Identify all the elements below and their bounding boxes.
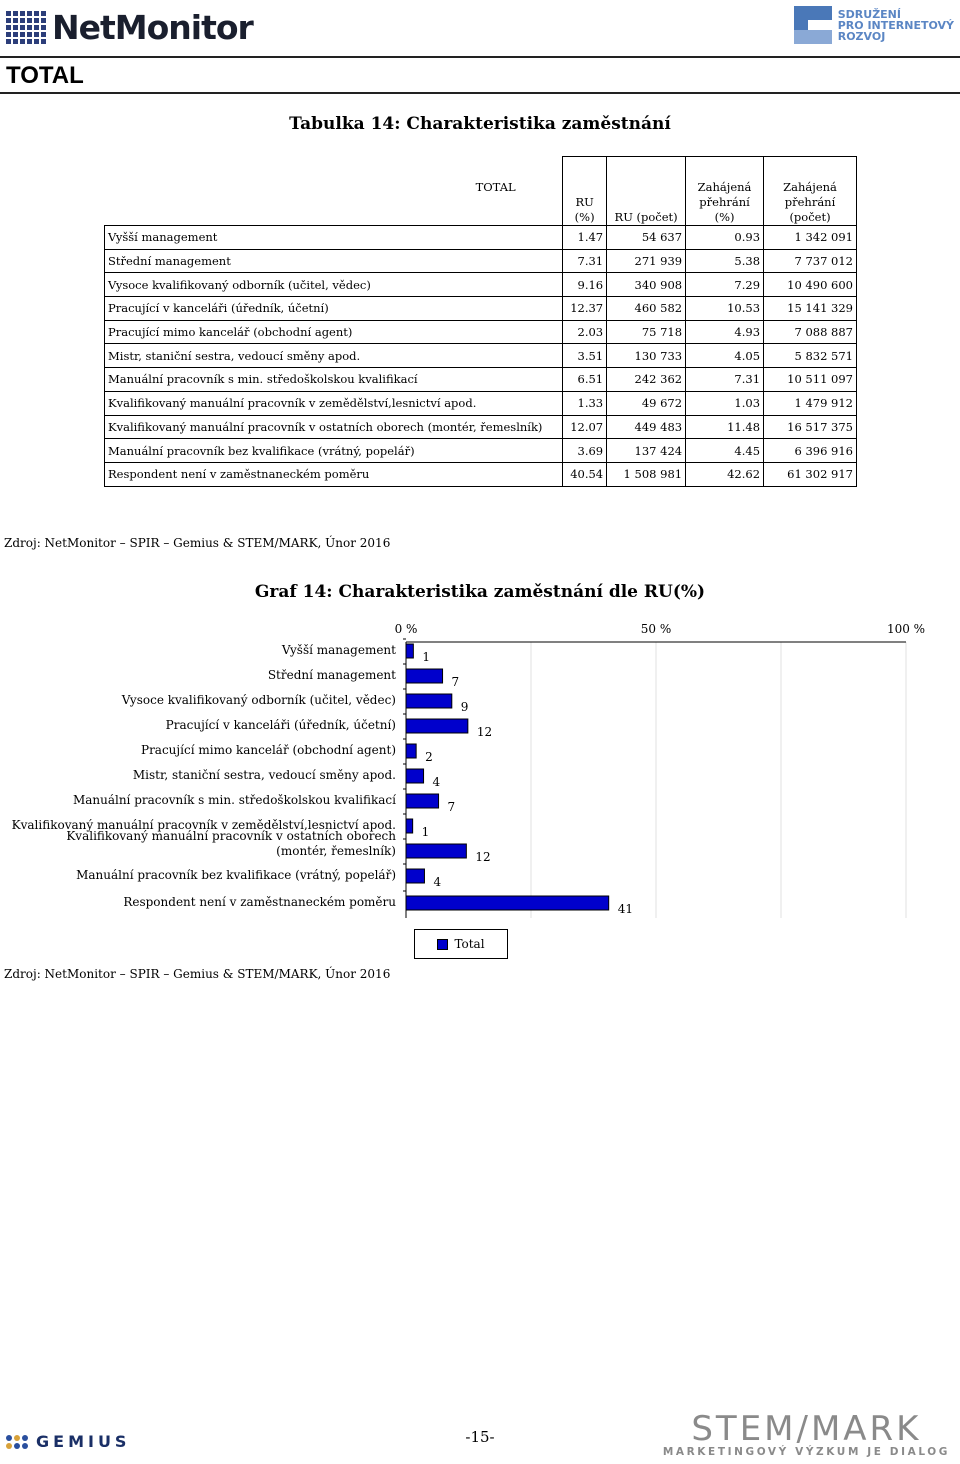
y-category-label: Střední management — [267, 668, 396, 682]
employment-table — [104, 156, 857, 487]
page-number: -15- — [465, 1428, 495, 1446]
table-row — [105, 273, 857, 297]
cell-zp-cnt: 16 517 375 — [764, 415, 857, 439]
cell-zp-cnt: 1 342 091 — [764, 226, 857, 250]
row-label: Vysoce kvalifikovaný odborník (učitel, vědec) — [105, 273, 563, 297]
table-caption: Tabulka 14: Charakteristika zaměstnání — [289, 114, 671, 134]
gemius-logo-text: GEMIUS — [36, 1432, 131, 1451]
bar-value-label: 1 — [421, 825, 430, 839]
stem-mark-logo — [662, 1409, 950, 1458]
row-label: Mistr, staniční sestra, vedoucí směny apod. — [105, 344, 563, 368]
cell-zp-cnt: 61 302 917 — [764, 462, 857, 486]
x-tick-label: 0 % — [394, 622, 418, 636]
y-category-label: Vysoce kvalifikovaný odborník (učitel, vědec) — [121, 693, 396, 707]
cell-zp-pct: 7.29 — [686, 273, 764, 297]
cell-zp-cnt: 5 832 571 — [764, 344, 857, 368]
cell-ru-pct: 1.33 — [563, 391, 607, 415]
header-ru-cnt: RU (počet) — [607, 157, 686, 226]
netmonitor-logo — [6, 4, 253, 50]
cell-ru-pct: 12.07 — [563, 415, 607, 439]
bar — [406, 869, 424, 883]
row-label: Manuální pracovník s min. středoškolskou kvalifikací — [105, 368, 563, 392]
y-category-label: Manuální pracovník bez kvalifikace (vrátný, popelář) — [76, 868, 396, 882]
cell-zp-pct: 11.48 — [686, 415, 764, 439]
header-ru-pct — [475, 157, 607, 226]
title-rule — [0, 92, 960, 94]
cell-zp-pct: 7.31 — [686, 368, 764, 392]
bar — [406, 844, 466, 858]
cell-zp-cnt: 6 396 916 — [764, 439, 857, 463]
cell-zp-pct: 4.05 — [686, 344, 764, 368]
bar-value-label: 4 — [432, 775, 441, 789]
y-category-label: Vyšší management — [281, 643, 396, 657]
spir-logo — [794, 6, 954, 44]
bar-value-label: 1 — [422, 650, 430, 664]
netmonitor-logo-icon — [6, 11, 46, 44]
bar-value-label: 12 — [475, 850, 491, 864]
cell-zp-pct: 1.03 — [686, 391, 764, 415]
table-row — [105, 344, 857, 368]
legend-label: Total — [454, 937, 485, 951]
bar — [406, 744, 416, 758]
y-category-label: Pracující mimo kancelář (obchodní agent) — [141, 743, 396, 757]
bar — [406, 694, 452, 708]
row-label: Kvalifikovaný manuální pracovník v zemědělství,lesnictví apod. — [105, 391, 563, 415]
cell-zp-cnt: 10 511 097 — [764, 368, 857, 392]
y-category-label: Mistr, staniční sestra, vedoucí směny apod. — [132, 768, 396, 782]
row-label: Kvalifikovaný manuální pracovník v ostatních oborech (montér, řemeslník) — [105, 415, 563, 439]
cell-ru-cnt: 340 908 — [607, 273, 686, 297]
cell-ru-cnt: 460 582 — [607, 297, 686, 321]
bar — [406, 769, 424, 783]
cell-zp-pct: 10.53 — [686, 297, 764, 321]
cell-ru-cnt: 75 718 — [607, 320, 686, 344]
y-category-label: Pracující v kanceláři (úředník, účetní) — [165, 718, 396, 732]
y-category-label: Kvalifikovaný manuální pracovník v ostatních oborech (montér, řemeslník) — [66, 829, 396, 858]
bar-value-label: 41 — [617, 902, 633, 916]
cell-zp-cnt: 10 490 600 — [764, 273, 857, 297]
table-row — [105, 226, 857, 250]
cell-ru-pct: 3.51 — [563, 344, 607, 368]
bar-value-label: 2 — [425, 750, 433, 764]
x-tick-label: 100 % — [886, 622, 926, 636]
cell-zp-pct: 42.62 — [686, 462, 764, 486]
cell-zp-pct: 4.93 — [686, 320, 764, 344]
cell-ru-cnt: 137 424 — [607, 439, 686, 463]
cell-ru-cnt: 54 637 — [607, 226, 686, 250]
cell-ru-cnt: 130 733 — [607, 344, 686, 368]
cell-ru-pct: 6.51 — [563, 368, 607, 392]
cell-zp-pct: 0.93 — [686, 226, 764, 250]
row-label: Vyšší management — [105, 226, 563, 250]
table-row — [105, 297, 857, 321]
bar — [406, 896, 609, 910]
bar-value-label: 7 — [451, 675, 460, 689]
cell-ru-pct: 40.54 — [563, 462, 607, 486]
bar — [406, 644, 413, 658]
cell-ru-cnt: 1 508 981 — [607, 462, 686, 486]
table-row — [105, 391, 857, 415]
cell-ru-pct: 9.16 — [563, 273, 607, 297]
legend-swatch — [437, 939, 448, 950]
table-row — [105, 462, 857, 486]
cell-ru-pct: 1.47 — [563, 226, 607, 250]
spir-logo-line-2: PRO INTERNETOVÝ — [837, 18, 954, 32]
table-row — [105, 439, 857, 463]
header-zp-cnt: Zahájená přehrání (počet) — [764, 157, 857, 226]
spir-logo-icon — [794, 6, 832, 44]
y-category-label: Kvalifikovaný manuální pracovník v zemědělství,lesnictví apod. — [11, 818, 396, 832]
netmonitor-logo-text: NetMonitor — [52, 7, 253, 47]
cell-ru-pct: 3.69 — [563, 439, 607, 463]
y-category-label: Manuální pracovník s min. středoškolskou kvalifikací — [72, 793, 396, 807]
y-category-label: Respondent není v zaměstnaneckém poměru — [123, 895, 396, 909]
bar-value-label: 7 — [447, 800, 456, 814]
stem-mark-tagline: MARKETINGOVÝ VÝZKUM JE DIALOG — [662, 1446, 950, 1458]
bar-value-label: 4 — [433, 875, 442, 889]
table-header-row — [105, 157, 857, 226]
page-title: TOTAL — [6, 62, 84, 89]
spir-logo-line-1: SDRUŽENÍ — [837, 7, 901, 21]
cell-ru-cnt: 49 672 — [607, 391, 686, 415]
cell-ru-cnt: 271 939 — [607, 249, 686, 273]
header-zp-pct: Zahájená přehrání (%) — [686, 157, 764, 226]
bar — [406, 669, 443, 683]
source-note-table: Zdroj: NetMonitor – SPIR – Gemius & STEM/MARK, Únor 2016 — [4, 536, 391, 550]
source-note-chart: Zdroj: NetMonitor – SPIR – Gemius & STEM/MARK, Únor 2016 — [4, 967, 391, 981]
chart-plot — [380, 618, 950, 923]
table-row — [105, 249, 857, 273]
row-label: Pracující mimo kancelář (obchodní agent) — [105, 320, 563, 344]
cell-ru-pct: 12.37 — [563, 297, 607, 321]
cell-zp-cnt: 15 141 329 — [764, 297, 857, 321]
chart-caption: Graf 14: Charakteristika zaměstnání dle RU(%) — [254, 582, 706, 602]
bar — [406, 819, 413, 833]
chart-legend — [414, 929, 508, 959]
cell-ru-cnt: 449 483 — [607, 415, 686, 439]
row-label: Pracující v kanceláři (úředník, účetní) — [105, 297, 563, 321]
row-label: Respondent není v zaměstnaneckém poměru — [105, 462, 563, 486]
cell-zp-cnt: 1 479 912 — [764, 391, 857, 415]
cell-zp-cnt: 7 737 012 — [764, 249, 857, 273]
table-row — [105, 368, 857, 392]
header-rule — [0, 56, 960, 58]
stem-mark-logo-text: STEM/MARK — [691, 1409, 922, 1449]
cell-zp-cnt: 7 088 887 — [764, 320, 857, 344]
spir-logo-line-3: ROZVOJ — [837, 29, 886, 43]
table-row — [105, 415, 857, 439]
bar — [406, 794, 439, 808]
bar-value-label: 9 — [460, 700, 469, 714]
cell-ru-pct: 2.03 — [563, 320, 607, 344]
row-label: Střední management — [105, 249, 563, 273]
cell-zp-pct: 5.38 — [686, 249, 764, 273]
cell-ru-cnt: 242 362 — [607, 368, 686, 392]
header-ru-pct-label: RU (%) — [574, 195, 595, 224]
bar — [406, 719, 468, 733]
row-label: Manuální pracovník bez kvalifikace (vrátný, popelář) — [105, 439, 563, 463]
cell-ru-pct: 7.31 — [563, 249, 607, 273]
x-tick-label: 50 % — [640, 622, 672, 636]
bar-value-label: 12 — [476, 725, 493, 739]
table-row — [105, 320, 857, 344]
header-total-group: TOTAL — [475, 180, 516, 194]
cell-zp-pct: 4.45 — [686, 439, 764, 463]
